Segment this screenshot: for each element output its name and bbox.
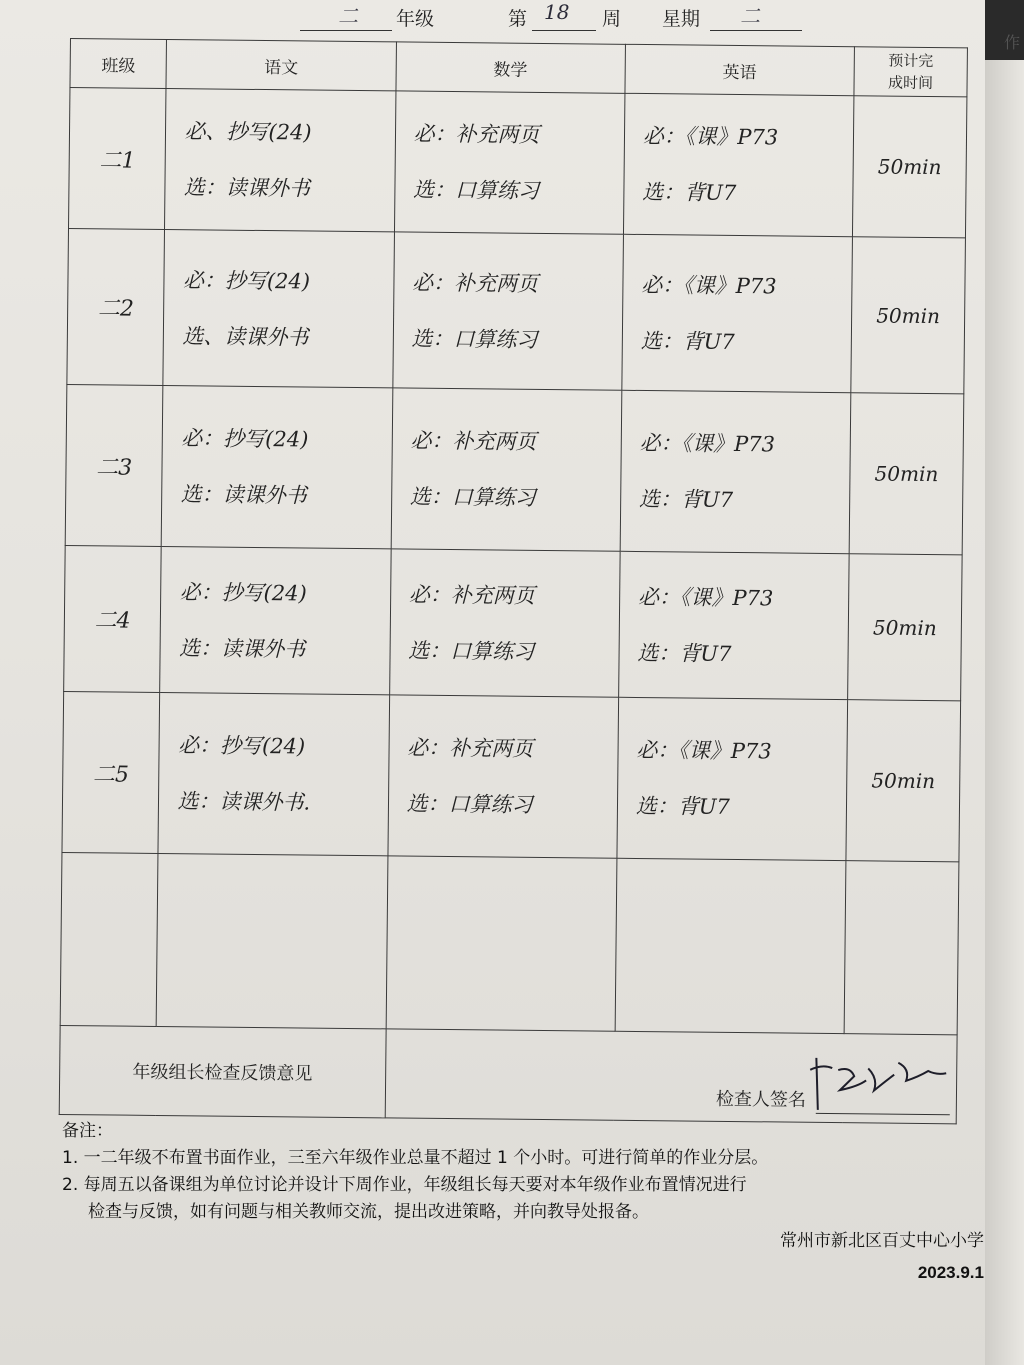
col-math: 数学 bbox=[396, 42, 626, 93]
weekday-value: 二 bbox=[740, 4, 760, 28]
homework-table bbox=[59, 38, 968, 1124]
edge-text: 作 bbox=[1003, 33, 1020, 52]
empty-cell bbox=[615, 858, 846, 1033]
english-cell bbox=[623, 93, 854, 236]
note-item: 1. 一二年级不布置书面作业，三至六年级作业总量不超过 1 个小时。可进行简单的作业分层。 bbox=[62, 1148, 769, 1168]
col-time-line1: 预计完 bbox=[888, 51, 934, 71]
chinese-cell bbox=[160, 546, 391, 694]
class-cell: 二2 bbox=[67, 228, 165, 385]
notes-section bbox=[62, 1118, 992, 1226]
chinese-required: 必：抄写(24) bbox=[179, 579, 307, 606]
math-optional: 选：口算练习 bbox=[406, 791, 533, 817]
english-cell bbox=[620, 390, 851, 553]
time-cell: 50min bbox=[849, 393, 964, 555]
time-cell: 50min bbox=[846, 700, 961, 862]
empty-row bbox=[60, 852, 959, 1034]
table-row bbox=[69, 88, 967, 238]
english-cell bbox=[622, 234, 853, 392]
table-row bbox=[64, 545, 962, 700]
english-required: 必：《课》P73 bbox=[636, 737, 772, 764]
math-required: 必：补充两页 bbox=[410, 428, 537, 454]
week-prefix: 第 bbox=[508, 8, 528, 30]
chinese-optional: 选：读课外书 bbox=[180, 482, 307, 508]
math-required: 必：补充两页 bbox=[408, 582, 535, 608]
chinese-cell bbox=[165, 89, 396, 232]
math-cell bbox=[392, 232, 623, 390]
math-optional: 选：口算练习 bbox=[409, 484, 536, 510]
table-row bbox=[67, 228, 966, 393]
math-cell bbox=[388, 695, 619, 858]
chinese-optional: 选：读课外书 bbox=[178, 635, 306, 661]
grade-value: 二 bbox=[338, 4, 358, 28]
notes-title: 备注： bbox=[62, 1121, 113, 1141]
time-cell: 50min bbox=[848, 554, 963, 701]
form-header bbox=[300, 0, 820, 36]
class-cell: 二5 bbox=[62, 691, 160, 853]
math-cell bbox=[391, 388, 622, 551]
english-required: 必：《课》P73 bbox=[641, 272, 777, 298]
school-name: 常州市新北区百丈中心小学 bbox=[780, 1231, 984, 1251]
table-row bbox=[62, 691, 961, 861]
week-suffix: 周 bbox=[602, 8, 622, 30]
chinese-optional: 选：读课外书. bbox=[177, 789, 311, 815]
col-time-line2: 成时间 bbox=[887, 73, 934, 93]
note-item-continued: 检查与反馈，如有问题与相关教师交流，提出改进策略，并向教导处报备。 bbox=[88, 1202, 649, 1222]
col-chinese: 语文 bbox=[166, 40, 396, 91]
english-optional: 选：背U7 bbox=[642, 180, 737, 205]
chinese-required: 必：抄写(24) bbox=[182, 267, 311, 294]
col-time bbox=[854, 47, 968, 97]
math-cell bbox=[394, 91, 625, 234]
english-optional: 选：背U7 bbox=[635, 793, 730, 819]
col-class: 班级 bbox=[70, 39, 167, 89]
empty-cell bbox=[157, 853, 388, 1028]
document-date: 2023.9.1 bbox=[917, 1263, 984, 1282]
math-required: 必：补充两页 bbox=[411, 270, 539, 296]
week-value: 18 bbox=[544, 0, 570, 24]
english-required: 必：《课》P73 bbox=[639, 430, 776, 457]
chinese-required: 必：抄写(24) bbox=[181, 426, 309, 452]
table-row bbox=[65, 384, 964, 554]
class-cell: 二1 bbox=[69, 88, 167, 230]
english-required: 必：《课》P73 bbox=[642, 124, 779, 150]
math-required: 必：补充两页 bbox=[407, 735, 534, 761]
chinese-required: 必、抄写(24) bbox=[184, 119, 312, 145]
math-cell bbox=[389, 549, 620, 697]
empty-cell bbox=[386, 856, 617, 1031]
signature-label: 检查人签名 bbox=[715, 1088, 807, 1111]
col-english: 英语 bbox=[625, 44, 855, 95]
math-required: 必：补充两页 bbox=[413, 121, 540, 147]
chinese-cell bbox=[158, 692, 389, 855]
english-optional: 选：背U7 bbox=[640, 328, 735, 354]
feedback-row bbox=[59, 1025, 957, 1123]
footer bbox=[780, 1225, 984, 1289]
math-optional: 选：口算练习 bbox=[408, 638, 535, 664]
english-optional: 选：背U7 bbox=[638, 486, 734, 512]
class-cell: 二4 bbox=[64, 545, 162, 692]
time-cell: 50min bbox=[851, 237, 966, 394]
math-optional: 选：口算练习 bbox=[411, 326, 538, 352]
chinese-cell bbox=[162, 385, 393, 548]
english-cell bbox=[618, 551, 849, 699]
math-optional: 选：口算练习 bbox=[412, 177, 540, 203]
class-cell: 二3 bbox=[65, 384, 163, 546]
feedback-label: 年级组长检查反馈意见 bbox=[59, 1025, 386, 1117]
chinese-cell bbox=[163, 230, 394, 388]
time-cell: 50min bbox=[852, 96, 967, 238]
english-required: 必：《课》P73 bbox=[637, 584, 774, 610]
chinese-optional: 选：读课外书 bbox=[183, 175, 311, 201]
feedback-area bbox=[385, 1029, 957, 1124]
english-optional: 选：背U7 bbox=[637, 640, 732, 666]
note-item: 2. 每周五以备课组为单位讨论并设计下周作业，年级组长每天要对本年级作业布置情况进行 bbox=[62, 1175, 747, 1195]
grade-label: 年级 bbox=[396, 8, 435, 30]
chinese-optional: 选、读课外书 bbox=[182, 323, 309, 350]
empty-cell bbox=[844, 861, 959, 1035]
weekday-label: 星期 bbox=[662, 8, 701, 30]
chinese-required: 必：抄写(24) bbox=[177, 733, 306, 759]
handwritten-signature bbox=[802, 1050, 953, 1122]
empty-cell bbox=[60, 852, 158, 1026]
english-cell bbox=[617, 697, 848, 860]
